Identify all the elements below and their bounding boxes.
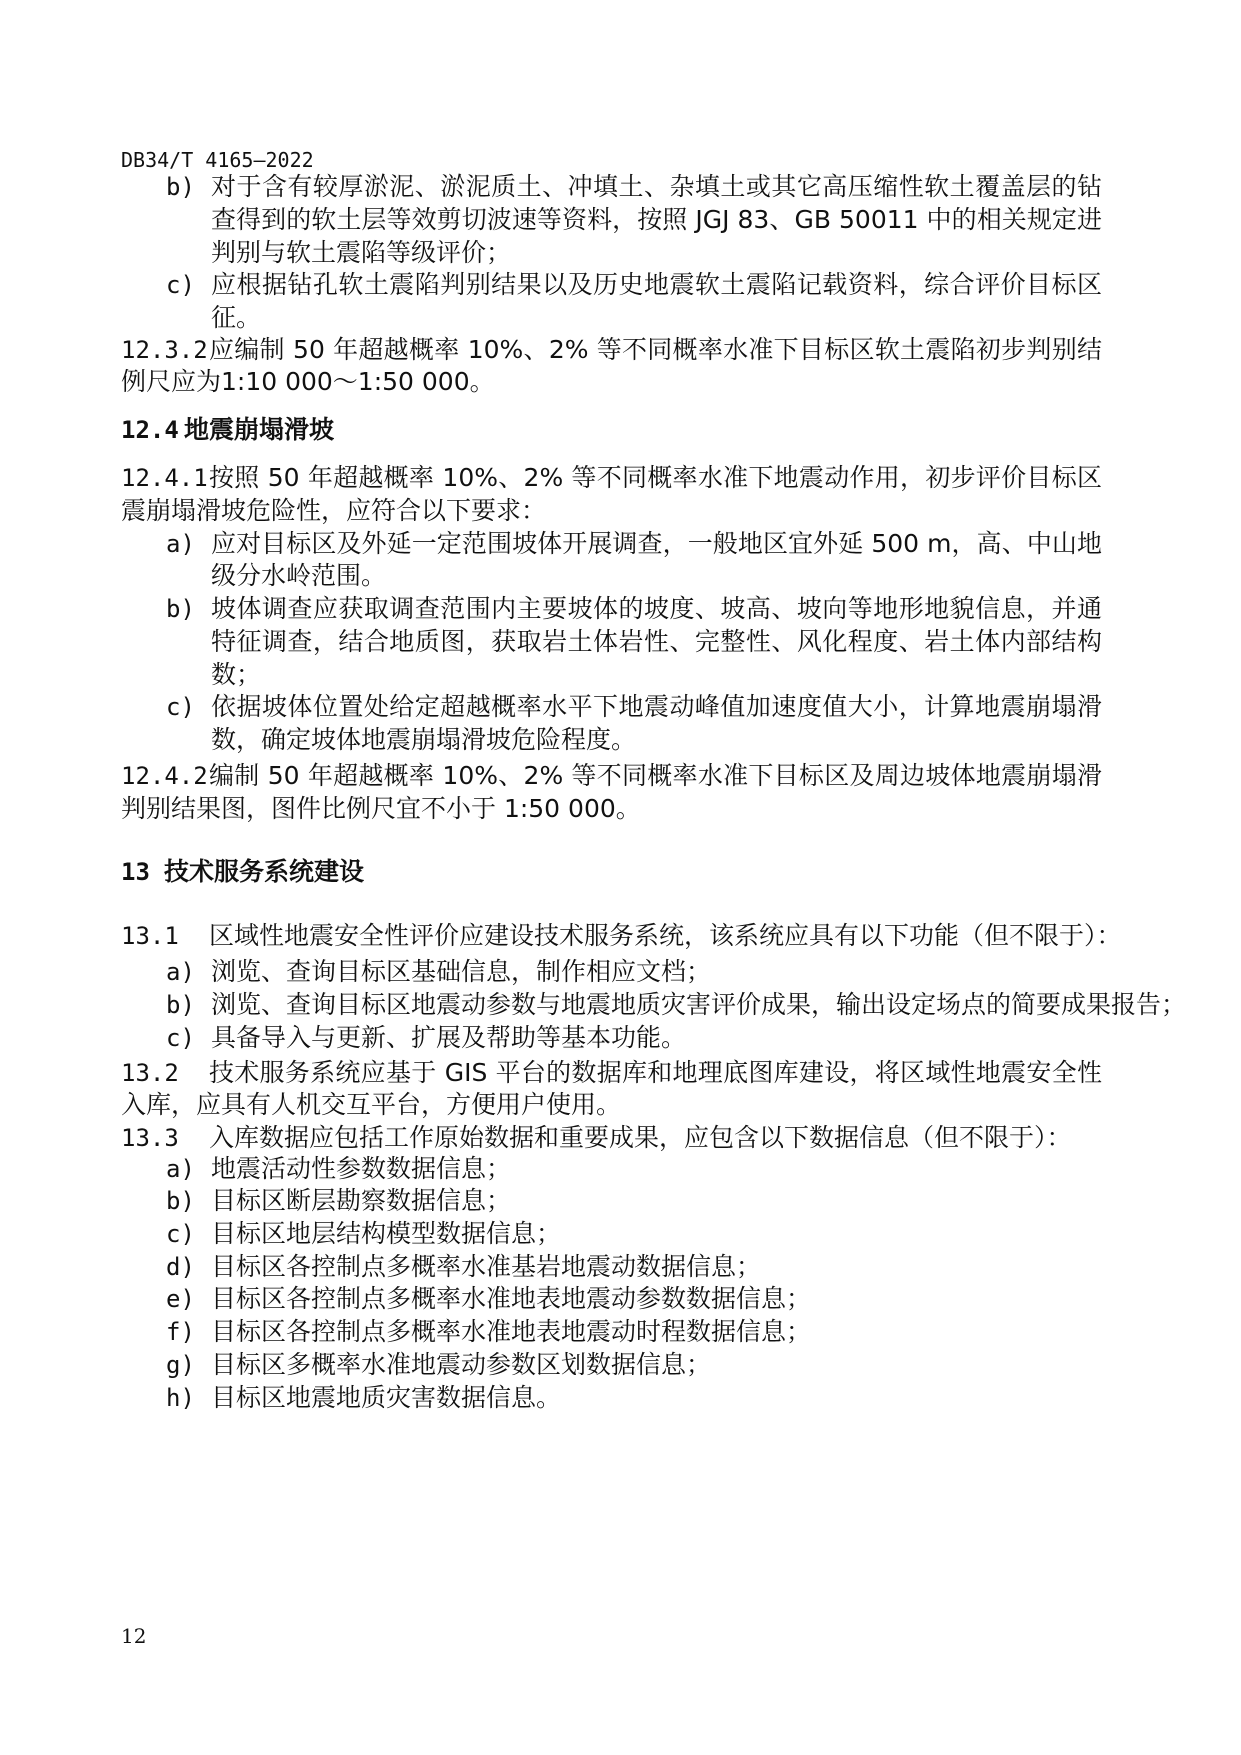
paragraph-line: 目标区地震地质灾害数据信息。 xyxy=(211,1383,562,1412)
paragraph-line: 目标区各控制点多概率水准地表地震动时程数据信息； xyxy=(211,1317,812,1346)
list-item-marker: b) xyxy=(166,595,195,623)
list-item-marker: c) xyxy=(166,1024,195,1052)
page-number: 12 xyxy=(121,1624,147,1648)
paragraph-line: 编制 50 年超越概率 10%、2% 等不同概率水准下目标区及周边坡体地震崩塌滑 xyxy=(209,761,1102,790)
list-item-marker: f) xyxy=(166,1318,195,1346)
paragraph-line: 判别结果图，图件比例尺宜不小于 1:50 000。 xyxy=(121,794,641,823)
list-item-marker: e) xyxy=(166,1285,195,1313)
list-item-marker: a) xyxy=(166,530,195,558)
list-item-marker: b) xyxy=(166,173,195,201)
list-item-marker: g) xyxy=(166,1351,195,1379)
list-item-marker: a) xyxy=(166,1155,195,1183)
list-item-marker: c) xyxy=(166,693,195,721)
paragraph-line: 数，确定坡体地震崩塌滑坡危险程度。 xyxy=(211,725,637,754)
paragraph-line: 查得到的软土层等效剪切波速等资料，按照 JGJ 83、GB 50011 中的相关规定进 xyxy=(211,205,1102,234)
section-number: 12.4 xyxy=(121,416,179,444)
list-item-marker: h) xyxy=(166,1384,195,1412)
section-heading: 地震崩塌滑坡 xyxy=(184,415,335,444)
clause-number: 12.3.2 xyxy=(121,336,208,364)
paragraph-line: 目标区断层勘察数据信息； xyxy=(211,1186,512,1215)
paragraph-line: 浏览、查询目标区地震动参数与地震地质灾害评价成果，输出设定场点的简要成果报告； xyxy=(211,990,1187,1019)
paragraph-line: 地震活动性参数数据信息； xyxy=(211,1154,512,1183)
paragraph-line: 坡体调查应获取调查范围内主要坡体的坡度、坡高、坡向等地形地貌信息，并通 xyxy=(211,594,1102,623)
paragraph-line: 依据坡体位置处给定超越概率水平下地震动峰值加速度值大小，计算地震崩塌滑 xyxy=(211,692,1102,721)
paragraph-line: 例尺应为1:10 000～1:50 000。 xyxy=(121,367,495,396)
document-code-header: DB34/T 4165—2022 xyxy=(121,148,314,172)
paragraph-line: 特征调查，结合地质图，获取岩土体岩性、完整性、风化程度、岩土体内部结构 xyxy=(211,627,1102,656)
paragraph-line: 入库，应具有人机交互平台，方便用户使用。 xyxy=(121,1090,622,1119)
paragraph-line: 征。 xyxy=(211,303,262,332)
paragraph-line: 数； xyxy=(211,660,262,689)
paragraph-line: 判别与软土震陷等级评价； xyxy=(211,238,512,267)
clause-number: 12.4.2 xyxy=(121,762,208,790)
section-heading: 技术服务系统建设 xyxy=(164,857,365,886)
clause-number: 13.3 xyxy=(121,1124,179,1152)
paragraph-line: 震崩塌滑坡危险性，应符合以下要求： xyxy=(121,496,547,525)
paragraph-line: 技术服务系统应基于 GIS 平台的数据库和地理底图库建设，将区域性地震安全性 xyxy=(209,1058,1102,1087)
paragraph-line: 对于含有较厚淤泥、淤泥质土、冲填土、杂填土或其它高压缩性软土覆盖层的钻 xyxy=(211,172,1102,201)
paragraph-line: 级分水岭范围。 xyxy=(211,561,387,590)
paragraph-line: 入库数据应包括工作原始数据和重要成果，应包含以下数据信息（但不限于）： xyxy=(209,1123,1072,1152)
paragraph-line: 目标区地层结构模型数据信息； xyxy=(211,1219,562,1248)
clause-number: 12.4.1 xyxy=(121,464,208,492)
list-item-marker: d) xyxy=(166,1253,195,1281)
list-item-marker: b) xyxy=(166,991,195,1019)
paragraph-line: 区域性地震安全性评价应建设技术服务系统，该系统应具有以下功能（但不限于）： xyxy=(209,921,1122,950)
paragraph-line: 浏览、查询目标区基础信息，制作相应文档； xyxy=(211,957,712,986)
paragraph-line: 目标区多概率水准地震动参数区划数据信息； xyxy=(211,1350,712,1379)
section-number: 13 xyxy=(121,858,150,886)
paragraph-line: 应对目标区及外延一定范围坡体开展调查，一般地区宜外延 500 m，高、中山地 xyxy=(211,529,1102,558)
list-item-marker: b) xyxy=(166,1187,195,1215)
paragraph-line: 目标区各控制点多概率水准基岩地震动数据信息； xyxy=(211,1252,762,1281)
list-item-marker: a) xyxy=(166,958,195,986)
paragraph-line: 应编制 50 年超越概率 10%、2% 等不同概率水准下目标区软土震陷初步判别结 xyxy=(209,335,1102,364)
clause-number: 13.2 xyxy=(121,1059,179,1087)
paragraph-line: 具备导入与更新、扩展及帮助等基本功能。 xyxy=(211,1023,687,1052)
list-item-marker: c) xyxy=(166,1220,195,1248)
paragraph-line: 应根据钻孔软土震陷判别结果以及历史地震软土震陷记载资料，综合评价目标区 xyxy=(211,270,1102,299)
clause-number: 13.1 xyxy=(121,922,179,950)
paragraph-line: 按照 50 年超越概率 10%、2% 等不同概率水准下地震动作用，初步评价目标区 xyxy=(209,463,1102,492)
paragraph-line: 目标区各控制点多概率水准地表地震动参数数据信息； xyxy=(211,1284,812,1313)
list-item-marker: c) xyxy=(166,271,195,299)
